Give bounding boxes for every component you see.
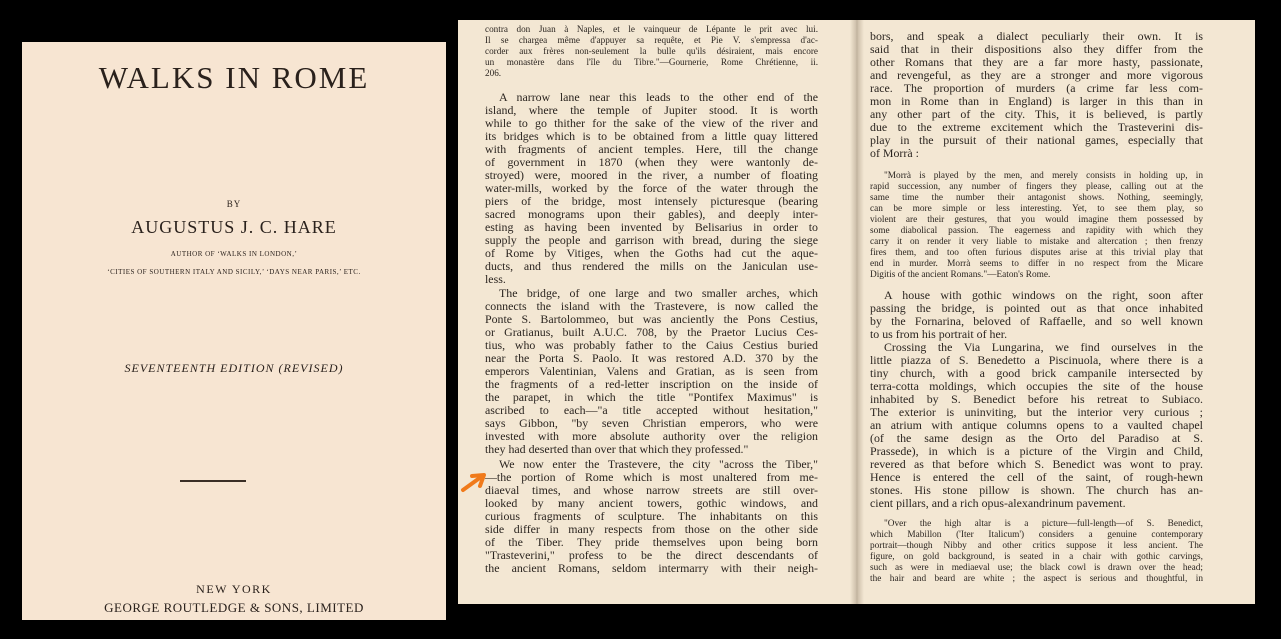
- text-line: any other part of the city. This, it is believed, is partly: [870, 108, 1203, 121]
- text-line: Ponte S. Bartolommeo, but was anciently the Pons Cestius,: [485, 313, 818, 326]
- text-line: ascribed to each—"a title accepted without hesitation,": [485, 404, 818, 417]
- text-line: terra-cotta moldings, which occupies the site of the house: [870, 380, 1203, 393]
- author-name: AUGUSTUS J. C. HARE: [131, 217, 337, 237]
- text-line: 206.: [485, 68, 502, 78]
- text-line: cient pillars, and a rich opus-alexandrinum pavement.: [870, 497, 1126, 510]
- text-line: —the portion of Rome which is most unaltered from me-: [485, 471, 818, 484]
- text-line: an atrium with antique columns opens to a vaulted chapel: [870, 419, 1203, 432]
- text-line: esting as having been invented by Belisarius in order to: [485, 221, 818, 234]
- title-page: [22, 42, 446, 620]
- text-line: Crossing the Via Lungarina, we find ourselves in the: [884, 341, 1203, 354]
- text-line: "Trasteverini," profess to be the direct descendants of: [485, 549, 818, 562]
- text-line: contra don Juan à Naples, et le vainqueur de Lépante le prit avec lui.: [485, 24, 818, 34]
- text-line: of the Tiber. They pride themselves upon being born: [485, 536, 818, 549]
- text-line: un monastère dans l'île du Tibre."—Gournerie, Rome Chrétienne, ii.: [485, 57, 818, 67]
- text-line: supply the people and garrison with bread, during the siege: [485, 234, 818, 247]
- text-line: near the Porta S. Paolo. It was restored A.D. 370 by the: [485, 352, 818, 365]
- quote-line: portrait—though Nibby and other critics suppose it less ancient. The: [870, 541, 1203, 551]
- quote-line: rapid succession, any number of fingers they please, calling out at the: [870, 182, 1203, 192]
- pointer-arrow-icon: [460, 471, 488, 493]
- book-gutter: [850, 20, 864, 604]
- text-line: (of the same design as the Orto del Paradiso at S.: [870, 432, 1203, 445]
- text-line: other Romans that they are a far more hasty, passionate,: [870, 56, 1203, 69]
- quote-line: which Mabillon ('Iter Italicum') considers a genuine contemporary: [870, 530, 1203, 540]
- text-line: revered as that before which S. Benedict was wont to pray.: [870, 458, 1203, 471]
- text-line: water-mills, worked by the force of the water through the: [485, 182, 818, 195]
- book-title: WALKS IN ROME: [98, 60, 370, 95]
- text-line: they had deserted than over that which they professed.": [485, 443, 749, 456]
- quote-line: end in murder. Morrà seems to differ in no respect from the Micare: [870, 259, 1203, 269]
- text-line: mon in Rome than in England) is larger in this than in: [870, 95, 1203, 108]
- quote-line: "Over the high altar is a picture—full-length—of S. Benedict,: [884, 519, 1203, 529]
- text-line: diaeval times, and whose narrow streets are still over-: [485, 484, 818, 497]
- publisher-city: NEW YORK: [196, 582, 272, 596]
- text-line: The exterior is uninviting, but the interior very curious ;: [870, 406, 1203, 419]
- text-line: We now enter the Trastevere, the city "across the Tiber,": [499, 458, 818, 471]
- by-label: BY: [226, 199, 242, 209]
- text-line: with fragments of ancient temples. Here, till the change: [485, 143, 818, 156]
- text-line: piers of the bridge, most intensely picturesque (bearing: [485, 195, 818, 208]
- text-line: of Rome by Vitiges, when the Goths had cut the aque-: [485, 247, 818, 260]
- text-line: tiny church, with a good brick campanile intersected by: [870, 367, 1203, 380]
- text-line: says Gibbon, "by seven Christian emperors, who were: [485, 417, 818, 430]
- text-line: the ancient Romans, seldom intermarry with their neigh-: [485, 562, 818, 575]
- quote-line: figure, on gold background, is seated in a chair with gothic carvings,: [870, 552, 1203, 562]
- text-line: by the Fornarina, beloved of Raffaelle, and so well known: [870, 315, 1203, 328]
- text-line: passing the bridge, is pointed out as that once inhabited: [870, 302, 1203, 315]
- quote-line: carry it on render it very liable to mistake and altercation ; then frenzy: [870, 237, 1203, 247]
- author-credits-line-2: ‘CITIES OF SOUTHERN ITALY AND SICILY,’ ‘DAYS NEAR PARIS,’ ETC.: [107, 268, 361, 276]
- text-line: island, where the temple of Jupiter stood. It is worth: [485, 104, 818, 117]
- text-line: tius, who was probably father to the Caius Cestius buried: [485, 339, 818, 352]
- text-line: its bridges which is to be obtained from a little quay littered: [485, 130, 818, 143]
- quote-line: can be more simple or less interesting. Yet, to see them play, so: [870, 204, 1203, 214]
- text-line: race. The proportion of murders (a crime far less com-: [870, 82, 1203, 95]
- text-line: little piazza of S. Benedetto a Piscinuola, where there is a: [870, 354, 1203, 367]
- text-line: stroyed) were, moored in the river, a number of floating: [485, 169, 818, 182]
- text-line: side differ in many respects from those on the other side: [485, 523, 818, 536]
- text-line: sacred monograms upon their gables), and deeply inter-: [485, 208, 818, 221]
- text-line: Il se chargea même d'appuyer sa requête, et Pie V. s'empressa d'ac-: [485, 35, 818, 45]
- text-line: invested with more absolute authority over the religion: [485, 430, 818, 443]
- text-line: the fragments of a red-letter inscription on the inside of: [485, 378, 818, 391]
- text-line: and revengeful, as they are a stronger and more vigorous: [870, 69, 1203, 82]
- text-line: The bridge, of one large and two smaller arches, which: [499, 287, 818, 300]
- text-line: bors, and speak a dialect peculiarly their own. It is: [870, 30, 1203, 43]
- divider-rule: [180, 480, 246, 482]
- text-line: while to go thither for the sake of the view of the river and: [485, 117, 818, 130]
- text-line: A house with gothic windows on the right, soon after: [884, 289, 1203, 302]
- quote-line: fires them, and too often furious disputes arise at this trivial play that: [870, 248, 1203, 258]
- text-line: ducts, and thus rendered the mills on the Janiculan use-: [485, 260, 818, 273]
- text-line: corder aux frères non-seulement la bulle qu'ils désiraient, mais encore: [485, 46, 818, 56]
- text-line: said that in their dispositions also they differ from the: [870, 43, 1203, 56]
- text-line: emperors Valentinian, Valens and Gratian, as is seen from: [485, 365, 818, 378]
- text-line: play in the pursuit of their national games, especially that: [870, 134, 1203, 147]
- author-credits-line-1: AUTHOR OF ‘WALKS IN LONDON,’: [170, 250, 298, 258]
- text-line: stones. His stone pillow is shown. The church has an-: [870, 484, 1203, 497]
- quote-line: the hair and beard are white ; the aspect is serious and thoughtful, in: [870, 574, 1203, 584]
- text-line: Prassede), in which is a picture of the Virgin and Child,: [870, 445, 1203, 458]
- quote-line: some diabolical passion. The eagerness and rapidity with which they: [870, 226, 1203, 236]
- book-spread: [458, 20, 1255, 604]
- text-line: of Morrà :: [870, 147, 919, 160]
- text-line: A narrow lane near this leads to the other end of the: [499, 91, 818, 104]
- text-line: looked by many ancient towers, gothic windows, and: [485, 497, 818, 510]
- quote-line: same time the number their antagonist shows. Nothing, seemingly,: [870, 193, 1203, 203]
- quote-line: "Morrà is played by the men, and merely consists in holding up, in: [884, 171, 1203, 181]
- quote-line: such as were in mediaeval use; the black cowl is drawn over the head;: [870, 563, 1203, 573]
- text-line: less.: [485, 273, 506, 286]
- publisher-name: GEORGE ROUTLEDGE & SONS, LIMITED: [104, 600, 364, 615]
- text-line: to us from his portrait of her.: [870, 328, 1008, 341]
- text-line: inhabited by S. Benedict before his retreat to Subiaco.: [870, 393, 1203, 406]
- text-line: connects the island with the Trastevere, is now called the: [485, 300, 818, 313]
- text-line: or Gratianus, built A.U.C. 708, by the Praetor Lucius Ces-: [485, 326, 818, 339]
- quote-line: violent are their gestures, that you would imagine them possessed by: [870, 215, 1203, 225]
- text-line: of government in 1870 (when they were wantonly de-: [485, 156, 818, 169]
- quote-line: Digitis of the ancient Romans."—Eaton's Rome.: [870, 270, 1051, 280]
- text-line: curious fragments of sculpture. The inhabitants on this: [485, 510, 818, 523]
- edition-label: SEVENTEENTH EDITION (REVISED): [124, 361, 344, 375]
- text-line: the parapet, in which the title "Pontifex Maximus" is: [485, 391, 818, 404]
- text-line: Hence is entered the cell of the saint, of rough-hewn: [870, 471, 1203, 484]
- text-line: due to the extreme excitement which the Trasteverini dis-: [870, 121, 1203, 134]
